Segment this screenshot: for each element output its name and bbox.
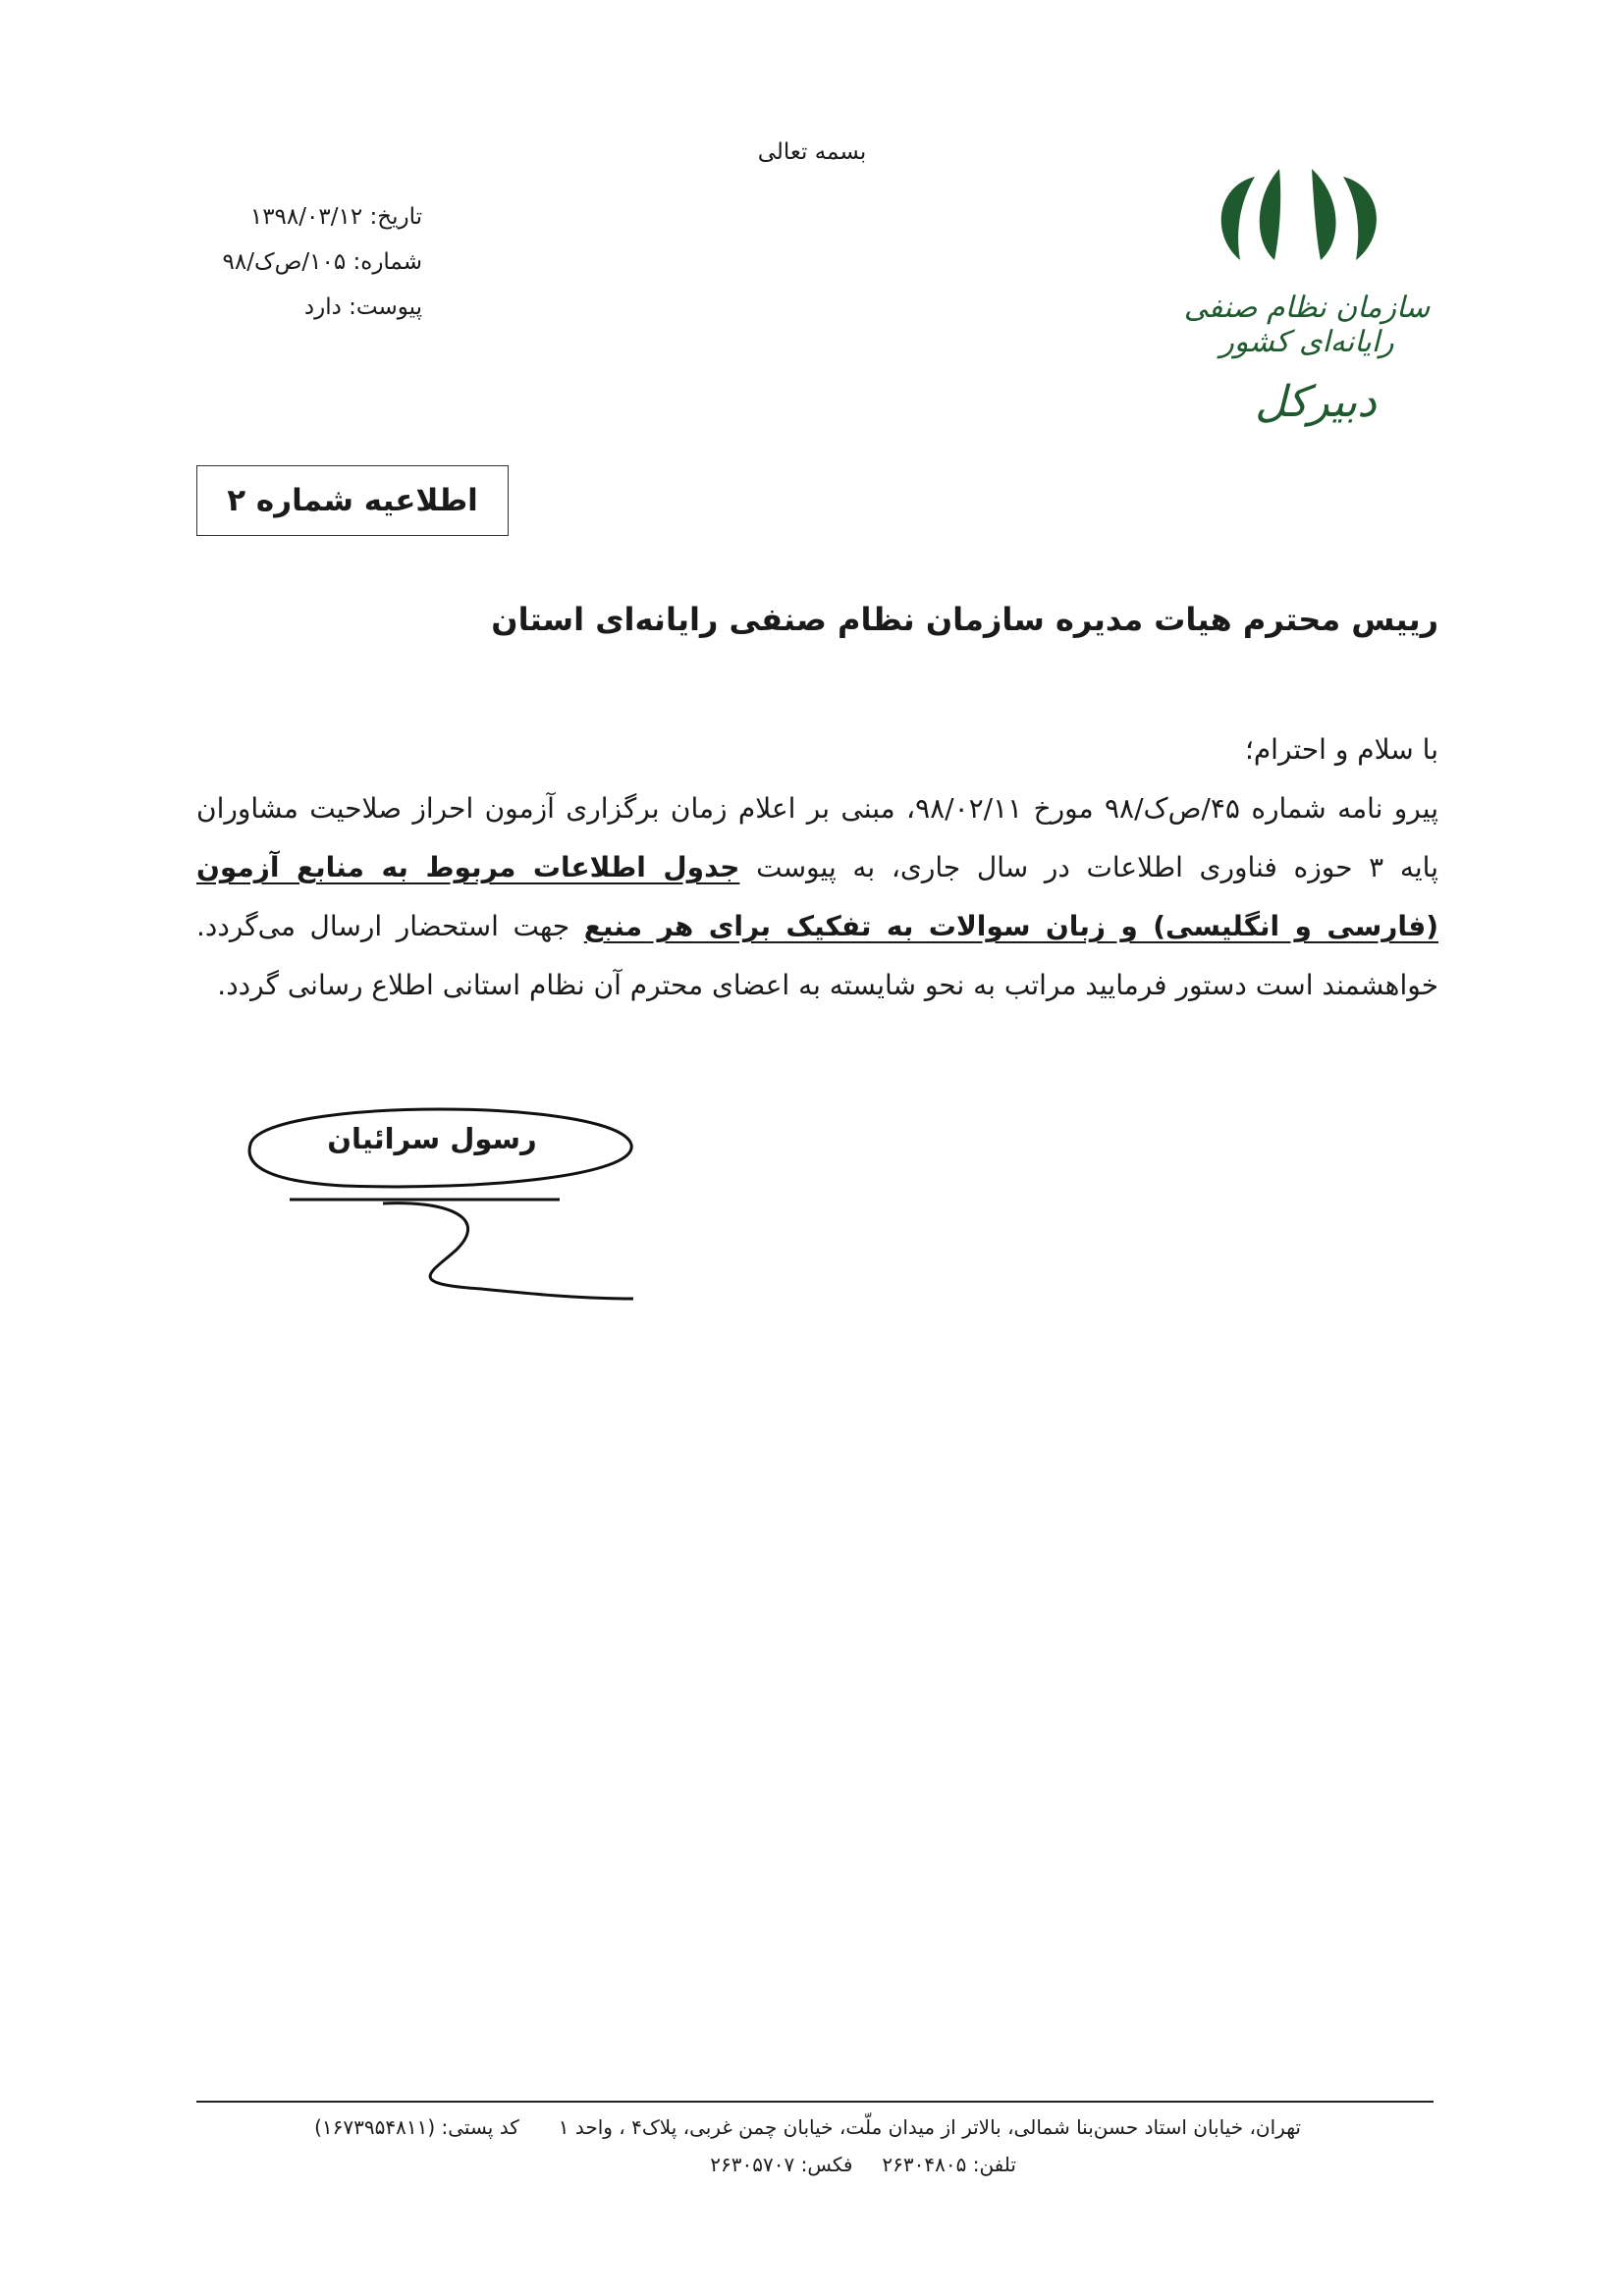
- footer-contact-line: [196, 2146, 1301, 2183]
- signature-icon: [236, 1088, 648, 1304]
- fax-label: فکس:: [800, 2153, 853, 2176]
- number-line: [167, 240, 422, 285]
- attachment-label: پیوست:: [349, 294, 422, 320]
- body-text-part1: پیرو نامه شماره ۴۵/ص‌ک/۹۸ مورخ ۹۸/۰۲/۱۱، مبنی بر اعلام زمان برگزاری آزمون احراز صلاحیت مشاوران پایه ۳ حوزه فناوری اطلاعات در سال جاری، به پیوست: [196, 792, 1439, 883]
- signer-name: رسول سرائیان: [327, 1122, 537, 1155]
- recipient-line: رییس محترم هیات مدیره سازمان نظام صنفی رایانه‌ای استان: [491, 601, 1438, 638]
- date-line: [167, 194, 422, 240]
- body-paragraph: [196, 779, 1438, 1015]
- attachment-line: [167, 285, 422, 330]
- letter-body: [196, 721, 1438, 1015]
- notice-title: اطلاعیه شماره ۲: [196, 465, 509, 536]
- basmala: بسمه تعالی: [757, 139, 867, 165]
- fax-value: ۲۶۳۰۵۷۰۷: [710, 2153, 795, 2176]
- postal-value: (۱۶۷۳۹۵۴۸۱۱): [314, 2115, 436, 2139]
- body-text-part2: جهت استحضار ارسال می‌گردد. خواهشمند است دستور فرمایید مراتب به نحو شایسته به اعضای محترم آن نظام استانی اطلاع رسانی گردد.: [196, 910, 1438, 1001]
- date-value: ۱۳۹۸/۰۳/۱۲: [249, 204, 363, 230]
- footer-address-line: [196, 2109, 1301, 2146]
- body-text-emphasis: جدول اطلاعات مربوط به منابع آزمون (فارسی و انگلیسی) و زبان سوالات به تفکیک برای هر منبع: [196, 851, 1438, 942]
- organization-subtitle: دبیرکل: [1255, 377, 1377, 427]
- footer: [196, 2109, 1301, 2183]
- attachment-value: دارد: [303, 294, 342, 320]
- greeting: با سلام و احترام؛: [1244, 733, 1438, 766]
- organization-name: سازمان نظام صنفی رایانه‌ای کشور: [1183, 291, 1431, 359]
- number-value: ۱۰۵/ص‌ک/۹۸: [222, 249, 347, 275]
- number-label: شماره:: [352, 249, 422, 275]
- phone-label: تلفن:: [972, 2153, 1016, 2176]
- letter-meta: [167, 194, 422, 330]
- phone-value: ۲۶۳۰۴۸۰۵: [882, 2153, 967, 2176]
- date-label: تاریخ:: [369, 204, 422, 230]
- postal-label: کد پستی:: [441, 2115, 519, 2139]
- footer-address: تهران، خیابان استاد حسن‌بنا شمالی، بالاتر از میدان ملّت، خیابان چمن غربی، پلاک۴ ، واحد ۱: [558, 2115, 1301, 2139]
- footer-divider: [196, 2101, 1434, 2103]
